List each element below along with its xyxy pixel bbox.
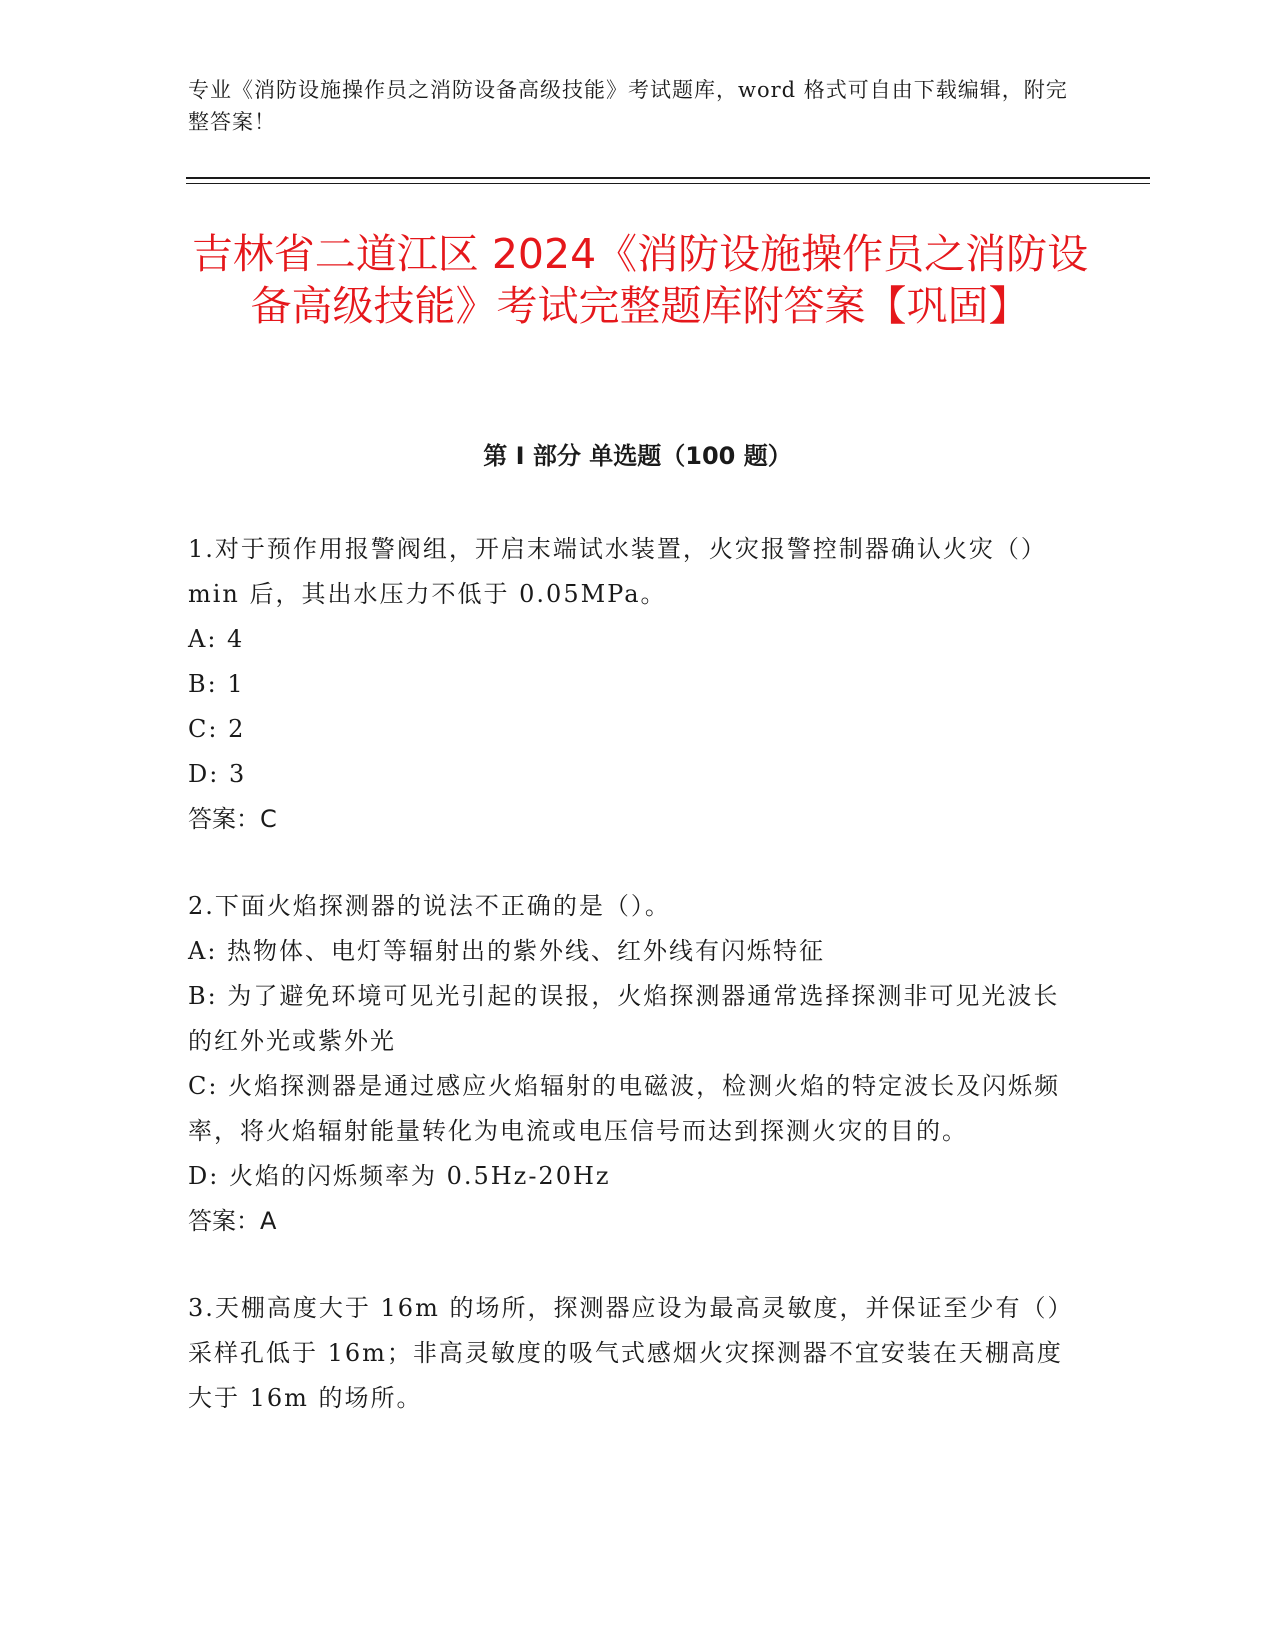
option-a: A: 热物体、电灯等辐射出的紫外线、红外线有闪烁特征 [188, 937, 826, 965]
option-b: B: 为了避免环境可见光引起的误报，火焰探测器通常选择探测非可见光波长的红外光或紫外光 [188, 982, 1060, 1055]
question-stem: 2.下面火焰探测器的说法不正确的是（）。 [188, 892, 671, 920]
question-stem: 3.天棚高度大于 16m 的场所，探测器应设为最高灵敏度，并保证至少有（）采样孔低于 16m；非高灵敏度的吸气式感烟火灾探测器不宜安装在天棚高度大于 16m 的场所。 [188, 1294, 1074, 1412]
option-b: B: 1 [188, 670, 245, 698]
option-c: C: 2 [188, 715, 246, 743]
answer: 答案：C [188, 805, 277, 833]
question-stem: 1.对于预作用报警阀组，开启末端试水装置，火灾报警控制器确认火灾（）min 后，其出水压力不低于 0.05MPa。 [188, 535, 1047, 608]
question-3 [188, 1286, 1078, 1421]
question-2 [188, 884, 1078, 1244]
option-a: A: 4 [188, 625, 245, 653]
header-note: 专业《消防设施操作员之消防设备高级技能》考试题库，word 格式可自由下载编辑，附完整答案！ [188, 78, 1068, 134]
answer: 答案：A [188, 1207, 277, 1235]
option-d: D: 3 [188, 760, 247, 788]
section-heading: 第 I 部分 单选题（100 题） [483, 442, 792, 470]
option-c: C: 火焰探测器是通过感应火焰辐射的电磁波，检测火焰的特定波长及闪烁频率，将火焰辐射能量转化为电流或电压信号而达到探测火灾的目的。 [188, 1072, 1061, 1145]
option-d: D: 火焰的闪烁频率为 0.5Hz-20Hz [188, 1162, 611, 1190]
question-list [188, 527, 1078, 1463]
header-divider-thick [186, 177, 1150, 179]
question-1 [188, 527, 1078, 842]
document-title: 吉林省二道江区 2024《消防设施操作员之消防设备高级技能》考试完整题库附答案【巩固】 [191, 230, 1089, 330]
header-divider-thin [186, 183, 1150, 184]
